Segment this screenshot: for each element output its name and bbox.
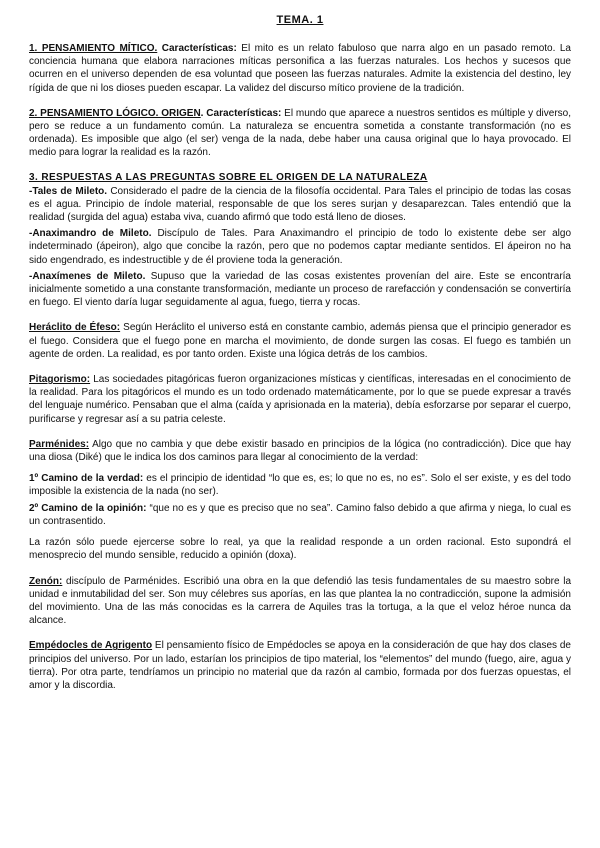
paragraph-anaximandro	[29, 227, 571, 267]
paragraph-text: es el principio de identidad “lo que es, es; lo que no es, no es”. Solo el ser existe, y es del todo imposible la existencia de la nada (no ser).	[29, 473, 571, 498]
philosopher-name: -Anaximandro de Mileto.	[29, 228, 152, 240]
paragraph-pitagorismo	[29, 373, 571, 426]
philosopher-name: Pitagorismo:	[29, 374, 91, 386]
paragraph-anaximenes	[29, 270, 571, 310]
paragraph-text: Las sociedades pitagóricas fueron organizaciones místicas y científicas, interesadas en el conocimiento de la realidad. Para los pitagóricos el mundo es un todo ordenado matemáticamente, por lo que se puede expresar a través del lenguaje numérico. Pensaban que el alma (caída y aprisionada en la materia), debía esforzarse por separar el cuerpo, purificarse y regresar así a su patria celeste.	[29, 374, 571, 425]
paragraph-text: “que no es y que es preciso que no sea”. Camino falso debido a que afirma y niega, lo cual es un contrasentido.	[29, 502, 572, 527]
camino-label: 2º Camino de la opinión:	[29, 502, 147, 514]
section-text: El mundo que aparece a nuestros sentidos es múltiple y diverso, pero se reduce a un fundamento común. La naturaleza se encuentra sometida a constante transformación (no es ordenada). Es imposible que algo (el ser) venga de la nada, debe haber una causa original que lo haya provocado. El medio para lograr la realidad es la razón.	[29, 107, 571, 159]
philosopher-name: Empédocles de Agrigento	[29, 640, 153, 652]
paragraph-tales	[29, 185, 571, 225]
section-heading: 1. PENSAMIENTO MÍTICO.	[29, 43, 158, 54]
section-text: El mito es un relato fabuloso que narra algo en un pasado remoto. La conciencia humana que elabora narraciones míticas personifica a las fuerzas naturales. Los hechos y sucesos que ocurren en el universo dependen de esa voluntad que poseen las fuerzas naturales. Admite la existencia del destino, ley rígida de que ni los dioses pueden escapar. La validez del discurso mítico proviene de la tradición.	[29, 43, 571, 94]
camino-label: 1º Camino de la verdad:	[29, 473, 144, 485]
paragraph-text: El pensamiento físico de Empédocles se apoya en la consideración de que hay dos clases de principios del universo. Por un lado, estarían los principios de tipo material, los “elementos” del mundo (fuego, aire, agua y tierra). Por otra parte, tendríamos un principio no material que da razón al cambio, formada por dos fuerzas opuestas, el amor y la discordia.	[29, 640, 571, 691]
paragraph-empedocles	[29, 639, 571, 692]
document-page	[29, 14, 571, 692]
paragraph-text: Discípulo de Tales. Para Anaximandro el principio de todo lo existente debe ser algo indeterminado (ápeiron), algo que concibe la razón, pero que no podemos captar mediante sentidos. El ápeiron no ha sido engendrado, es indestructible y de él proviene toda la generación.	[29, 228, 572, 266]
paragraph-heraclito	[29, 321, 571, 361]
paragraph-zenon	[29, 575, 571, 628]
paragraph-camino-opinion	[29, 502, 571, 528]
paragraph-text: Según Heráclito el universo está en constante cambio, además piensa que el principio generador es el fuego. Considera que el fuego pone en marcha el movimiento, de donde surgen las cosas. El fuego es también un agente de orden. La realidad, es por tanto orden. Existe una lógica detrás de los cambios.	[29, 322, 571, 360]
section-pensamiento-mitico	[29, 42, 571, 95]
philosopher-name: -Tales de Mileto.	[29, 185, 108, 197]
paragraph-text: Considerado el padre de la ciencia de la filosofía occidental. Para Tales el principio de todas las cosas es el agua. Principio de índole material, responsable de que los seres surjan y desaparezcan. Tales entendió que la realidad (surgida del agua) estaba viva, cuando afirmó que todo está lleno de dioses.	[29, 185, 571, 224]
section-label: Características:	[161, 43, 237, 54]
philosopher-name: Parménides:	[29, 438, 90, 450]
section-label: Características:	[206, 107, 282, 119]
section-separator: .	[200, 107, 207, 119]
philosopher-name: Zenón:	[29, 575, 63, 587]
paragraph-razon: La razón sólo puede ejercerse sobre lo real, ya que la realidad responde a un orden racional. Esto supondrá el menosprecio del mundo sensible, reducido a opinión (doxa).	[29, 537, 571, 562]
paragraph-text: discípulo de Parménides. Escribió una obra en la que defendió las tesis fundamentales de su maestro sobre la unidad e inmutabilidad del ser. Son muy célebres sus aporías, en las que plantea la no contradicción, supone la admisión del movimiento. Una de las más conocidas es la carrera de Aquiles tras la tortuga, a la que el veloz héroe nunca da alcance.	[29, 575, 571, 627]
section-pensamiento-logico	[29, 107, 571, 160]
section-heading-respuestas: 3. RESPUESTAS A LAS PREGUNTAS SOBRE EL ORIGEN DE LA NATURALEZA	[29, 171, 428, 183]
paragraph-text: Supuso que la variedad de las cosas existentes provenían del aire. Este se encontraría inicialmente sometido a una constante transformación, mediante un proceso de rarefacción y condensación se convertiría en fuego. El viento daría lugar seguidamente al agua, fuego, tierra y rocas.	[29, 270, 571, 309]
philosopher-name: -Anaxímenes de Mileto.	[29, 270, 146, 282]
paragraph-camino-verdad	[29, 472, 571, 498]
paragraph-text: Algo que no cambia y que debe existir basado en principios de la lógica (no contradicción). Dice que hay una diosa (Diké) que le indica los dos caminos para llegar al conocimiento de la verdad:	[29, 438, 571, 464]
paragraph-parmenides	[29, 438, 571, 464]
page-title: TEMA. 1	[276, 14, 324, 26]
section-heading: 2. PENSAMIENTO LÓGICO. ORIGEN	[29, 107, 201, 119]
philosopher-name: Heráclito de Éfeso:	[29, 322, 121, 334]
